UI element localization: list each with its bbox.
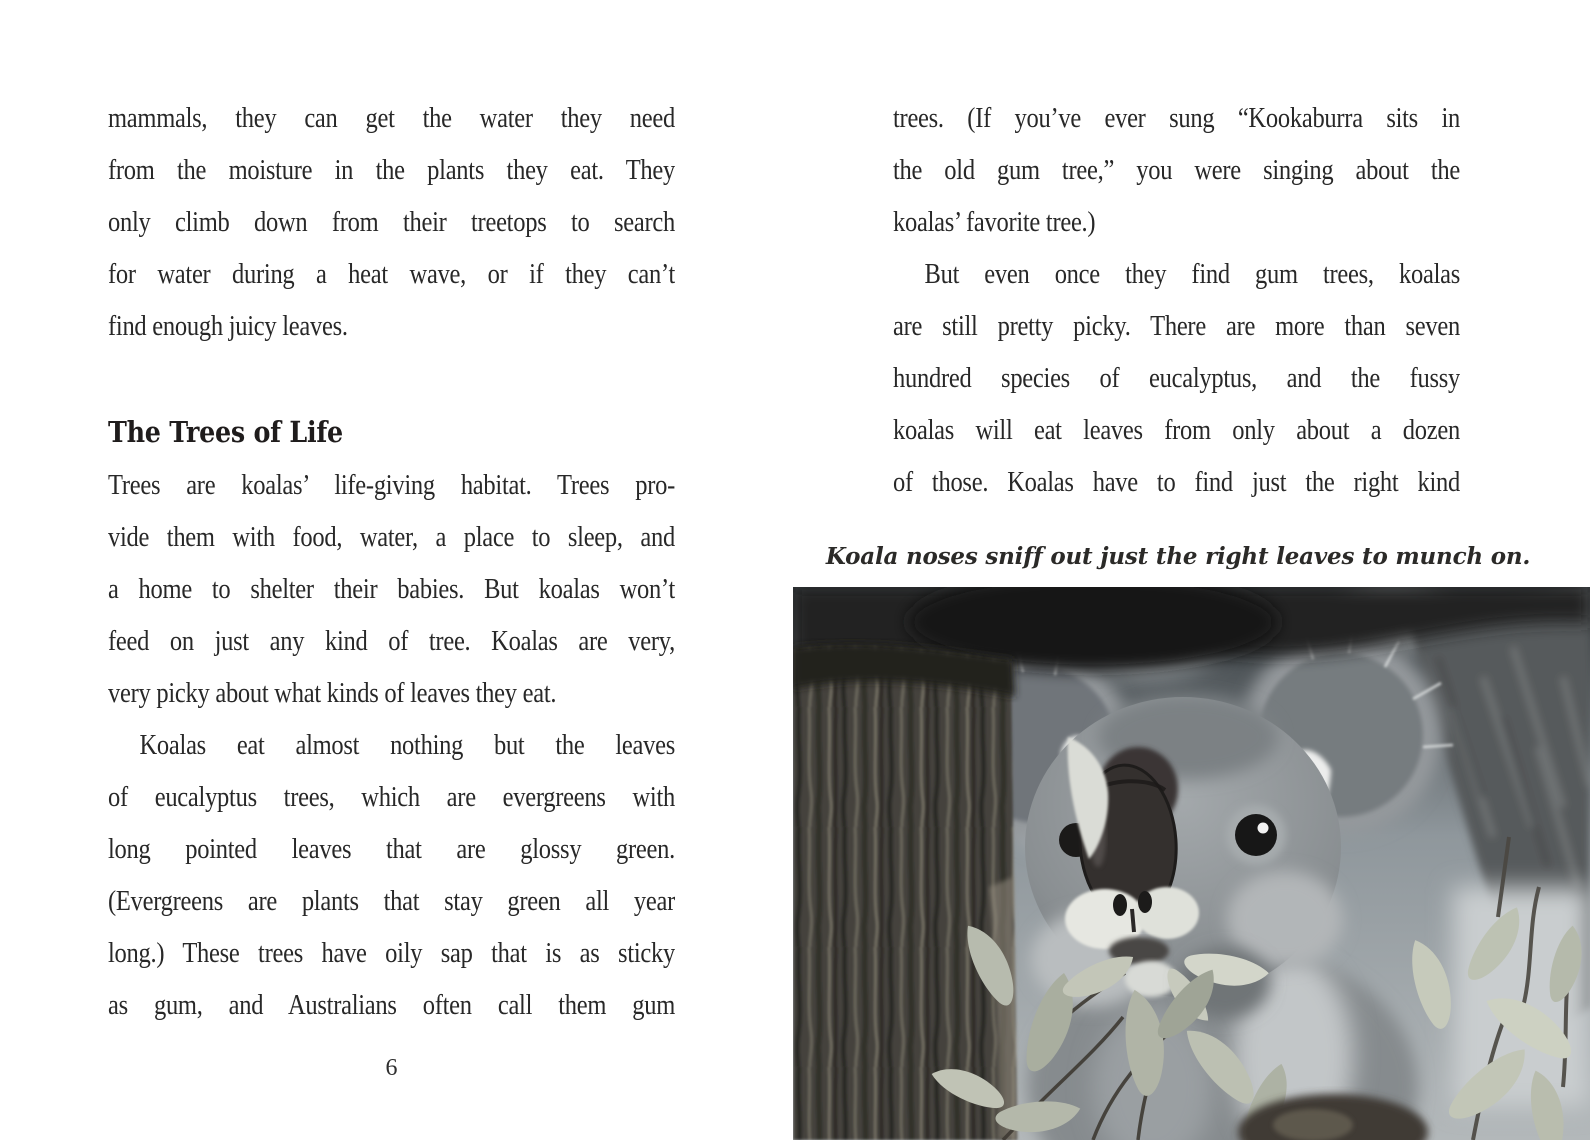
- left-page-column: [108, 93, 675, 1032]
- text-line: the old gum tree,” you were singing about the: [893, 155, 1460, 186]
- text-line: koalas will eat leaves from only about a dozen: [893, 415, 1460, 446]
- text-line: very picky about what kinds of leaves they eat.: [108, 678, 557, 709]
- koala-photo: [793, 587, 1590, 1140]
- text-line: for water during a heat wave, or if they can’t: [108, 259, 675, 290]
- body-paragraph: [108, 460, 675, 720]
- text-line: mammals, they can get the water they need: [108, 103, 675, 134]
- section-heading: The Trees of Life: [108, 415, 343, 449]
- text-line: from the moisture in the plants they eat. They: [108, 155, 675, 186]
- text-line: long pointed leaves that are glossy green.: [108, 834, 675, 865]
- text-line: feed on just any kind of tree. Koalas are very,: [108, 626, 675, 657]
- body-paragraph: [108, 93, 675, 353]
- text-line: hundred species of eucalyptus, and the fussy: [893, 363, 1460, 394]
- text-line: trees. (If you’ve ever sung “Kookaburra sits in: [893, 103, 1460, 134]
- koala-photo-illustration: [793, 587, 1590, 1140]
- text-line: koalas’ favorite tree.): [893, 207, 1096, 238]
- text-line: But even once they find gum trees, koalas: [924, 259, 1460, 290]
- photo-caption: Koala noses sniff out just the right leaves to munch on.: [825, 543, 1531, 570]
- body-paragraph: [108, 720, 675, 1032]
- text-line: are still pretty picky. There are more than seven: [893, 311, 1460, 342]
- text-line: vide them with food, water, a place to sleep, and: [108, 522, 675, 553]
- text-line: Trees are koalas’ life-giving habitat. Trees pro-: [108, 470, 675, 501]
- right-page-column: [893, 93, 1460, 509]
- text-line: Koalas eat almost nothing but the leaves: [139, 730, 675, 761]
- text-line: long.) These trees have oily sap that is as sticky: [108, 938, 675, 969]
- text-line: a home to shelter their babies. But koalas won’t: [108, 574, 675, 605]
- text-line: as gum, and Australians often call them gum: [108, 990, 675, 1021]
- text-line: (Evergreens are plants that stay green all year: [108, 886, 675, 917]
- page-number: 6: [385, 1055, 398, 1081]
- text-line: only climb down from their treetops to search: [108, 207, 675, 238]
- text-line: of eucalyptus trees, which are evergreens with: [108, 782, 675, 813]
- body-paragraph: [893, 93, 1460, 249]
- text-line: find enough juicy leaves.: [108, 311, 348, 342]
- text-line: of those. Koalas have to find just the right kind: [893, 467, 1460, 498]
- body-paragraph: [893, 249, 1460, 509]
